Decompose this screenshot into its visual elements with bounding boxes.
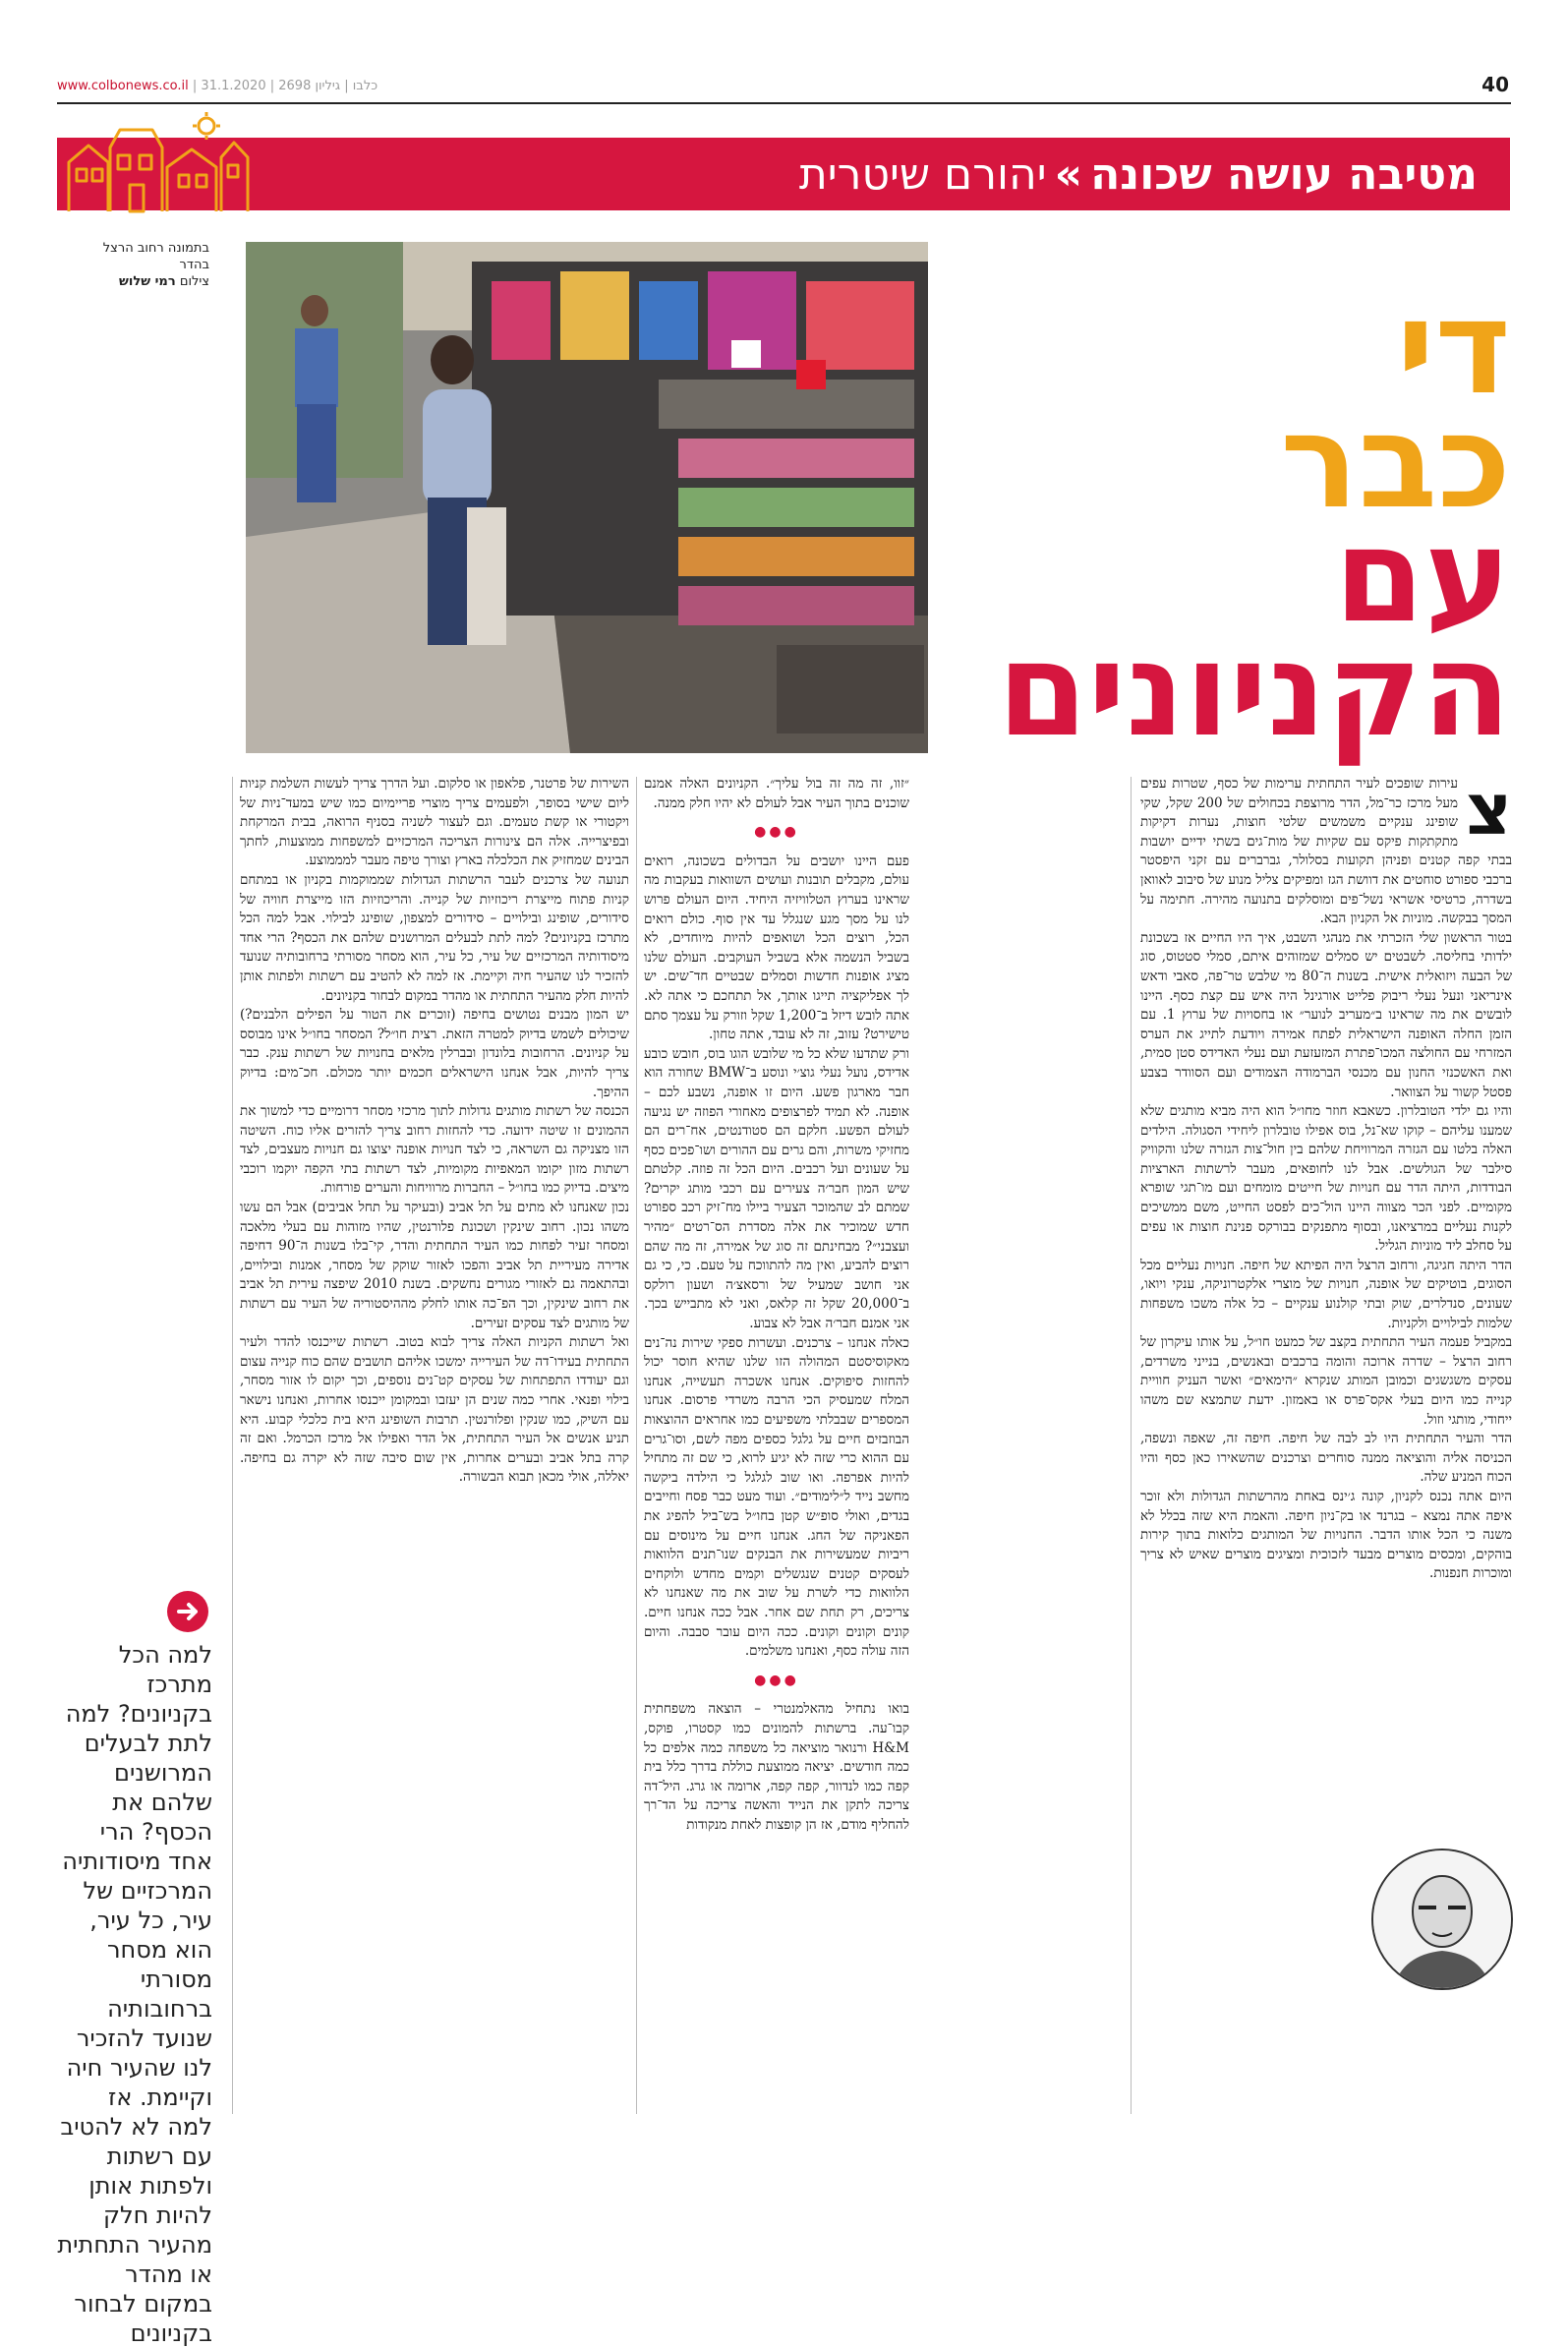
paragraph: בואו נתחיל מהאלמנטרי – הוצאה משפחתית קבו־עה. ברשתות להמונים כמו קסטרו, פוקס, H&M ורנואר מוציאה כל משפחה כמה אלפים כל כמה חודשים. יציאה ממוצעת כוללת בדרך כלל בית קפה כמו לנדוור, קפה קפה, ארומה או גרג. היל־דה צריכה לתקן את הנייד והאשה צריכה על הד־רך להחליף מודם, אז הן קופצות לאחת מנקודות bbox=[644, 1701, 909, 1833]
page-number: 40 bbox=[1481, 73, 1509, 96]
pull-quote: למה הכל מתרכז בקניונים? למה לתת לבעלים המרושנים שלהם את הכסף? הרי אחד מיסודותיה המרכזיים של עיר, כל עיר, הוא מסחר מסורתי ברחובותיה שנועד להזכיר לנו שהעיר חיה וקיימת. אז למה לא להטיב עם רשתות ולפתות אותן להיות חלק מהעיר התחתית או מהדר במקום לבחור בקניונים bbox=[57, 1641, 212, 2347]
column-divider bbox=[1131, 777, 1132, 2114]
section-separator: ●●● bbox=[754, 824, 799, 841]
issue-info: | כלבו | גיליון 2698 | 31.1.2020 bbox=[192, 79, 378, 93]
banner-arrows: » bbox=[1054, 149, 1083, 200]
paragraph: ואל רשתות הקניות האלה צריך לבוא בטוב. רשתות שייכנסו להדר ולעיר התחתית בעידו־דה של העירייה ימשכו אליהם תושבים שהם כוח קנייה עצום וגם יעודדו התפתחות של עסקים קט־נים נוספים, וכך יקום לו אזור מסחר, בילוי ופנאי. אחרי כמה שנים הן יעזבו ובמקומן ייכנסו אחרות, ואנחנו נישאר עם השיק, כמו שנקין ופלורנטין. תרבות השופינג היא בית כלכלי קבוע. היא תניע אנשים אל העיר התחתית, אל הדר ואפילו אל מרכז הכרמל. ואם זה קרה בתל אביב ובערים אחרות, אין שום סיבה שזה לא יקרה גם בחיפה. יאללה, אולי מכאן תבוא הבשורה. bbox=[240, 1334, 629, 1486]
section-separator: ●●● bbox=[754, 1672, 799, 1688]
headline bbox=[951, 272, 1511, 766]
arrow-right-icon bbox=[167, 1591, 208, 1632]
paragraph: עירות שופכים לעיר התחתית ערימות של כסף, שטרות עפים מעל מרכז כר־מל, הדר מרוצפת בכחולים של 200 שקל, שקי שופינג ענקיים משמשים שלטי חוצות, נערות דקיקות מתקתקות פיקס עם שקיות של מות־גים בשתי ידיים יושבות בבתי קפה קטנים ופניהן תקועות בסלולר, גברברים עם זקני היפסטר ברכבי ספורט סוחטים את דוושת הגז ומפיקים צליל מנוע של סיבוב לאוואן בשדרה, כרטיסי אשראי נשל־פים ומוסלקים בתנועה מהירה. חתימה על המסך בבקשה. מוניות אל הקניון הבא. bbox=[1140, 776, 1512, 927]
paragraph: הדר היתה חגיגה, ורחוב הרצל היה הפיתא של חיפה. חנויות נעליים מכל הסוגים, בוטיקים של אופנה, חנויות של מוצרי אלקטרוניקה, ענקי ויואו, שעונים, סנדלרים, שוק ובתי קולנוע ענקיים – כל אלה משכו משפחות שלמות לבילויים ולקניות. bbox=[1140, 1257, 1512, 1331]
column-divider bbox=[636, 777, 637, 2114]
paragraph: הדר והעיר התחתית היו לב לבה של חיפה. חיפה זה, שאפה ונשפה, הכניסה אליה והוציאה ממנה סוחרים וצרכנים שהשאירו כאן כסף והיו הכוח המניע שלה. bbox=[1140, 1431, 1512, 1486]
article-column-3 bbox=[240, 775, 629, 2122]
headline-line1: די bbox=[1396, 272, 1511, 424]
drop-cap: צ bbox=[1465, 775, 1512, 851]
paragraph: כאלה אנחנו – צרכנים. ועשרות ספקי שירות נה־נים מאקוסיסטם המהולה הזו שלנו שהיא חוסר יכול להחזות סיפוקים. אנחנו אשכרה תעשייה, אנחנו המלח שמעסיק הכי הרבה משרדי פרסום. אנחנו המספרים שבבלתי משפיעים כמו אחראים ההוצאות הבוזבזים חיים על גלגל כספים מפה לשם, וסו־גרים עם ההוא כרי שזה לא יגיע לרוא, כי שם זה מתחיל להיות אפרפה. ואו שוב לגלגל כי הילדה ביקשה מחשב נייד ל״לימודים״. ועוד מעט כבר פסח וחייבים בגדים, ואולי סופ״ש קטן בחו״ל בש־ביל להפיג את הפאניקה של החג. אנחנו חיים על מינוסים עם ריביות שמעשירות את הבנקים שנו־תנים הלוואות לעסקים קטנים שנגשלים וקמים מחדש ולוקחים הלוואות כדי לשרת על שוב את מה שאנחנו לא צריכים, רק תחת שם אחר. אבל ככה אנחנו חיים. קונים וקונים וקונים. ככה היום עובר סבבה. והיום הזה עולה כסף, ואנחנו משלמים. bbox=[644, 1334, 909, 1660]
header-info bbox=[57, 79, 377, 93]
paragraph: פעם היינו יושבים על הבדולים בשכונה, רואים עולם, מקבלים תובנות ועושים השוואות בעקבות מה שראינו בערוץ הטלוויזיה היחיד. היום העולם פרוש לנו על מסך מגע שנגלל עד אין סוף. כולם רואים הכל, רוצים הכל ושואפים להיות מיוחדים, לא בשביל הנשמה אלא בשביל העוקבים. העולם שלנו מציג אופנות חדשות וסמלים שבטיים חד־שים. יש לך אפליקציה תייגו אותך, אל תתחכם כי אתה לא. אתה לובש דיזל ב־1,200 שקל וזורק על עצמך סתם טישירט? עזוב, זה לא עובד, אתה טחון. bbox=[644, 852, 909, 1043]
column-title bbox=[799, 141, 1478, 209]
column-name: מטיבה עושה שכונה bbox=[1090, 149, 1478, 200]
site-url[interactable]: www.colbonews.co.il bbox=[57, 79, 189, 93]
headline-line3: עם bbox=[1334, 500, 1511, 652]
credit-line1: בתמונה רחוב הרצל bbox=[102, 241, 209, 256]
paragraph: תנועה של צרכנים לעבר הרשתות הגדולות שממוקמות בקניון או במתחם קניות פתוח מייצרת ריכוזיות של קנייה. והריכוזיות הזו מייצרת חוויה של סידורים, שופינג ובילויים – סידורים למצפון, שופינג לבילוי. אבל למה הכל מתרכז בקניונים? למה לתת לבעלים המרושנים שלהם את הכסף? הרי אחד מיסודותיה המרכזיים של עיר, כל עיר, הוא מסחר מסורתי ברחובותיה שנועד להזכיר לנו שהעיר חיה וקיימת. אז למה לא להטיב עם רשתות ולפתות אותן להיות חלק מהעיר התחתית או מהדר במקום לבחור בקניונים. bbox=[240, 871, 629, 1004]
header-rule bbox=[57, 102, 1511, 104]
arrow-icon bbox=[167, 1591, 208, 1632]
paragraph: השירות של פרטנר, פלאפון או סלקום. ועל הדרך צריך לעשות השלמת קניות ליום שישי בסופר, ולפעמים צריך מוצרי פריימיום כמו שיש במעד־ניות של ויקטורי או קשת טעמים. וגם לעצור לשניה בסניף הרואה, בבית המרקחת ובפיצרייה. אלה הם צינורות הצריכה המרכזיים למשפחות ממוצעות, לחתך הבינים שמחזיק את הכלכלה בארץ וצורך טיפה מעבר למממוצע. bbox=[240, 776, 629, 869]
paragraph: נכון שאנחנו לא מתים על תל אביב (ובעיקר על תחל אביבים) אבל הם עשו משהו נכון. רחוב שינקין ושכונת פלורנטין, שהיו מזוהות עם בעלי מלאכה ומסחר זעיר לפחות כמו העיר התחתית והדר, קי־בלו בשנות ה־90 דחיפה אדירה מעיריית תל אביב והפכו לאזור שוקק של מסחר, אמנות ובילויים, ובהתאמה גם לאזורי מגורים נחשקים. בשנת 2010 שיפצה עירית תל אביב את רחוב שינקין, וכך הפ־כה אותו לחלק מההיסטוריה של העיר עם רשתות של מותגים לצד עסקים זעירים. bbox=[240, 1200, 629, 1331]
headline-line4: הקניונים bbox=[997, 615, 1511, 766]
credit-line3-prefix: צילום bbox=[179, 274, 209, 289]
author-portrait bbox=[1371, 1849, 1513, 1990]
author-name: יהורם שיטרית bbox=[798, 149, 1047, 200]
paragraph: יש המון מבנים נטושים בחיפה (זוכרים את הטור על הפילים הלבנים?) שיכולים לשמש בדיוק למטרה הזאת. רצית חו״ל? המסחר בחו״ל אינו מבוסס על קניונים. הרחובות בלונדון ובברלין מלאים בחנויות של רשתות ענק. כבר צריך להיות, אבל אנחנו הישראלים חכמים יותר מכולם. חכ־מים: בדיוק ההיפך. bbox=[240, 1007, 629, 1100]
photo-credit bbox=[57, 240, 209, 290]
column-divider bbox=[232, 777, 233, 2114]
paragraph: והיו גם ילדי הטובלרון. כשאבא חוזר מחו״ל הוא היה מביא מותגים שלא שמענו עליהם – קוקו שא־נל, בוס אפילו טובלרון ליחידי הסגולה. הילדים האלה בלטו עם הגזרה המרוויחת שלהם בין חול־צות הגזרה שלנו והקוויק סילבר של הגולשים. אבל לנו לחופאים, מעבר לרשתות הארציות הבודדות, היתה הדר עם חנויות של חייטים מומחים ועם מו־תגי שופרא מקומיים. לפני הכר מצווה היינו הול־כים לפסט החייט, משם ממשיכים לקנות נעליים במרציאנו, ובסוף מתפנקים בבורקס פנינת חוצות או עפים על סחלב ליד מוניות הגליל. bbox=[1140, 1103, 1512, 1255]
neighborhood-houses-illustration bbox=[59, 108, 256, 214]
paragraph: ורק שתדעו שלא כל מי שלובש הוגו בוס, חובש כובע אדידס, נועל נעלי גוצ׳י ונוסע ב־BMW שחורה הוא חבר מארגון פשע. היום זו אופנה, נשבע לכם – אופנה. לא תמיד לפרצופים מאחורי הפוזה יש נגיעה לעולם הפשע. חלקם הם סטודנטים, אח־רים הם מחזיקי משרות, והם גרים עם ההורים ושו־פכים כסף על שעונים ועל רכבים. היום הכל זה פוזה. קלטתם שיש המון חבר׳ה צעירים עם רכבי מותג יקרים? שמתם לב שהמוכר הצעיר ביילו מח־זיק רכב ספורט חדש שמוכיר את אלה מסדרת הס־רטים ״מהיר ועצבני״? מבחינתם זה סוג של אמירה, זה מה שהם רוצים להביע, ואין מה להתווכח על טעם. כי, כי גם אני חושב שמעיל של ורסאצ׳ה ושעון רולקס ב־20,000 שקל זה קלאס, ואני לא מתבייש בכך. אני אמנם חבר׳ה אבל לא צבוע. bbox=[644, 1045, 909, 1332]
photographer-name: רמי שלוש bbox=[119, 274, 176, 289]
article-column-2 bbox=[644, 775, 909, 2122]
paragraph: בטור הראשון שלי הזכרתי את מנהגי השבט, איך היו החיים אז בשכונת ילדותי בחליסה. לשבטים יש סמלים שמזוהים איתם, סמלי סטטוס, סוג של הבעה ויזואלית אישית. בשנות ה־80 מי שלבש טר־פה, סאבי ודאש אינריאני ונעל נעלי ריבוק פלייט אורגינל היה איש עם קצת כסף. היינו לובשים את מה שראינו ב״מעריב לנוער״ או בחסויות של ערוץ 1. עם הזמן החלה האופנה הישראלית לפתח אמירה ויודעת לתייג את הערס המזרחי עם החולצה המכו־פתרת המזעזעת ועם נעלי האדידס סטן סמית, ואת האשכנזי החנון עם מכנסי הברמודה הצמודים ועם הסוודר בצבע פסטל קשור על הצוואר. bbox=[1140, 929, 1512, 1100]
credit-line2: בהדר bbox=[179, 258, 209, 272]
paragraph: במקביל פעמה העיר התחתית בקצב של כמעט חו״ל, על אותו עיקרון של רחוב הרצל – שדרה ארוכה והומה ברכבים ובאנשים, בנייני משרדים, עסקים משגשגים וכמובן המותג שנקרא ״הימאים״ ואשר העניק חוויית קנייה כמו היום בעלי אקס־פרס או באמזון. ידעת שתמצא שם משהו ייחודי, מותגי וזול. bbox=[1140, 1334, 1512, 1428]
paragraph: ״זוו, זה מה זה בול עליך״. הקניונים האלה אמנם שוכנים בתוך העיר אבל לעולם לא יהיו חלק ממנה. bbox=[644, 776, 909, 811]
headline-line2: כבר bbox=[1280, 386, 1511, 538]
paragraph: הכנסה של רשתות מותגים גדולות לתוך מרכזי מסחר דרומיים כדי למשוך את ההמונים זו שיטה ידועה. כדי להחזות רחוב צריך להזרים אליו כוח. השיטה הזו מצניקה גם השראה, כי לצד חנויות אופנה יצוצו גם חנויות מעצבים, לצד רשתות מזון יקומו המאפיות מקומיות, לצד רשתות בתי הקפה יוקמו רוכבי מיצים. בדיוק כמו בחו״ל – החברות מרוויחות והערים פורחות. bbox=[240, 1103, 629, 1197]
paragraph: היום אתה נכנס לקניון, קונה ג׳ינס באחת מהרשתות הגדולות ולא זוכר איפה אתה נמצא – בגרנד או בק־ניון חיפה. והאמת היא שזה בכלל לא משנה כי הכל אותו הדבר. החנויות של המותגים כלואות בתוך קירות בוהקים, ומכסים מוצרים מבעד לזכוכית ומציגים מוצרים שאיש לא צריך ומוכרות חנפנות. bbox=[1140, 1488, 1512, 1582]
street-photo bbox=[246, 242, 928, 753]
